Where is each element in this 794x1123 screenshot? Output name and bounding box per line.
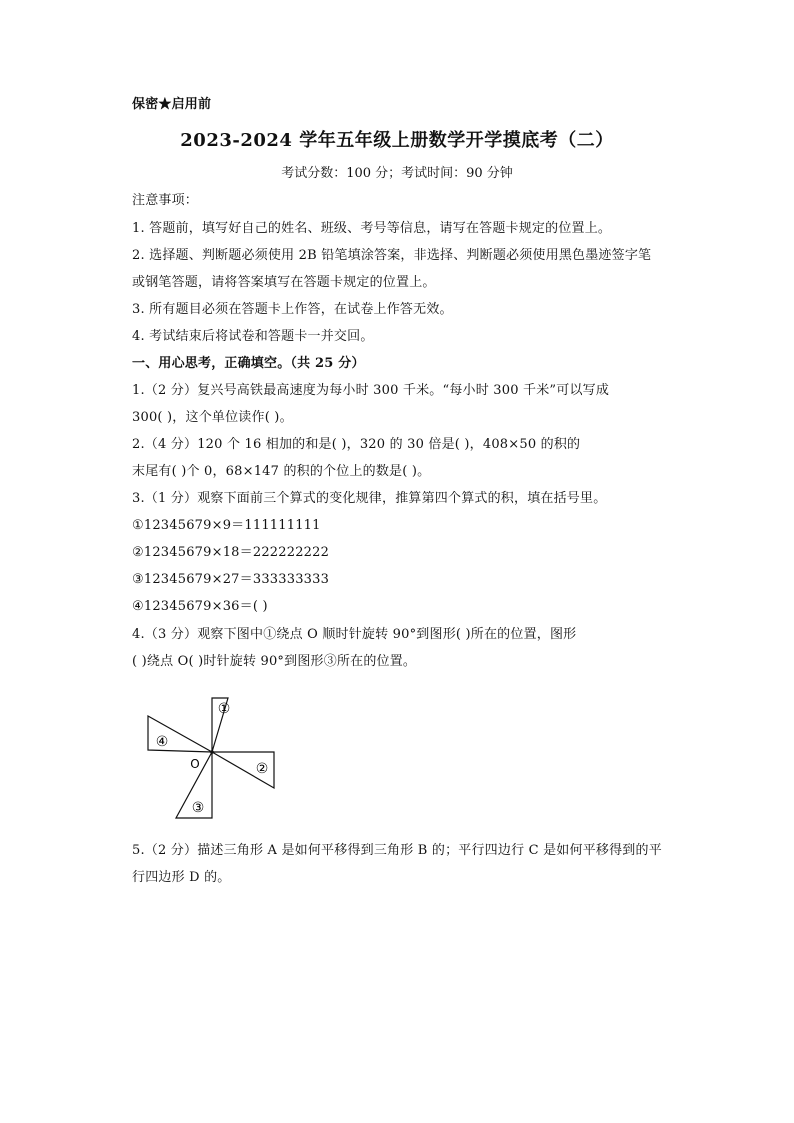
note-item: 2. 选择题、判断题必须使用 2B 铅笔填涂答案，非选择、判断题必须使用黑色墨迹签字笔	[132, 248, 652, 263]
question-4-line: ( )绕点 O( )时针旋转 90°到图形③所在的位置。	[132, 654, 417, 669]
question-1-line: 300( )，这个单位读作( )。	[132, 410, 293, 425]
equation-4: ④12345679×36＝( )	[132, 599, 268, 614]
question-4-line: 4.（3 分）观察下图中①绕点 O 顺时针旋转 90°到图形( )所在的位置，图形	[132, 627, 577, 642]
question-5-line: 行四边形 D 的。	[132, 870, 231, 885]
rotation-diagram	[140, 688, 290, 824]
center-point	[210, 750, 214, 754]
label-1: ①	[217, 701, 231, 717]
section-heading: 一、用心思考，正确填空。（共 25 分）	[132, 356, 365, 371]
question-3-line: 3.（1 分）观察下面前三个算式的变化规律，推算第四个算式的积，填在括号里。	[132, 491, 607, 506]
center-label: O	[190, 757, 200, 771]
note-item: 1. 答题前，填写好自己的姓名、班级、考号等信息，请写在答题卡规定的位置上。	[132, 221, 612, 236]
confidential-label: 保密★启用前	[132, 97, 212, 112]
note-item: 或钢笔答题，请将答案填写在答题卡规定的位置上。	[132, 275, 436, 290]
equation-2: ②12345679×18＝222222222	[132, 545, 330, 560]
label-2: ②	[255, 761, 269, 777]
exam-info: 考试分数：100 分；考试时间：90 分钟	[281, 166, 513, 181]
equation-3: ③12345679×27＝333333333	[132, 572, 330, 587]
question-1-line: 1.（2 分）复兴号高铁最高速度为每小时 300 千米。“每小时 300 千米”可以写成	[132, 383, 610, 398]
label-3: ③	[191, 800, 205, 816]
question-2-line: 2.（4 分）120 个 16 相加的和是( )，320 的 30 倍是( )，408×50 的积的	[132, 437, 581, 452]
note-item: 3. 所有题目必须在答题卡上作答，在试卷上作答无效。	[132, 302, 453, 317]
equation-1: ①12345679×9＝111111111	[132, 518, 321, 533]
label-4: ④	[155, 734, 169, 750]
notes-heading: 注意事项：	[132, 193, 199, 208]
question-5-line: 5.（2 分）描述三角形 A 是如何平移得到三角形 B 的；平行四边行 C 是如何平移得到的平	[132, 843, 662, 858]
page-title: 2023-2024 学年五年级上册数学开学摸底考（二）	[180, 130, 614, 151]
note-item: 4. 考试结束后将试卷和答题卡一并交回。	[132, 329, 374, 344]
question-2-line: 末尾有( )个 0，68×147 的积的个位上的数是( )。	[132, 464, 431, 479]
